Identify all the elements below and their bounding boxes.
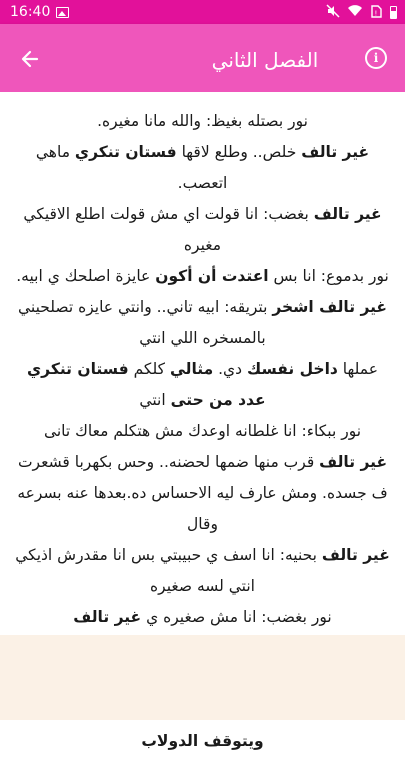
paragraph-text: انتي: [139, 391, 171, 409]
bold-text: غير تالف: [73, 608, 142, 626]
paragraph-text: عملها: [337, 360, 379, 378]
bold-text: مثالي: [169, 360, 214, 378]
image-notification-icon: [56, 7, 69, 18]
status-right: [326, 4, 397, 20]
paragraph-text: بغضب: انا قولت اي مش قولت اطلع الاقيكي مغيره: [23, 205, 314, 254]
story-paragraph: نور بدموع: انا بس اعتدت أن أكون عايزة اصلحك ي ابيه.: [16, 267, 389, 285]
wifi-icon: [348, 5, 362, 19]
bold-text: فستان تنكري: [74, 143, 177, 161]
paragraph-text: خلص.. وطلع لاقها: [176, 143, 302, 161]
paragraph-text: نور بدموع: انا بس: [268, 267, 389, 285]
story-paragraph: [14, 447, 391, 540]
paragraph-text: عايزة اصلحك ي ابيه: [21, 267, 156, 285]
no-sim-icon: [370, 5, 382, 20]
paragraph-text: نور بغضب: انا مش صغيره ي: [141, 608, 332, 626]
paragraph-text: كلكم: [128, 360, 170, 378]
story-paragraph: نور بصتله بغيظ: والله مانا مغيره.: [97, 112, 308, 130]
bold-text: فستان تنكري عدد من حتى: [26, 360, 266, 409]
story-paragraph: [14, 292, 391, 354]
mute-icon: [326, 4, 340, 20]
story-paragraph: [14, 540, 391, 602]
info-icon: i: [365, 47, 387, 69]
story-paragraph: [14, 199, 391, 261]
status-left: [10, 4, 69, 20]
back-button[interactable]: [12, 41, 48, 77]
bold-text: اعتدت أن أكون: [155, 267, 269, 285]
story-paragraph: [14, 416, 391, 447]
arrow-back-icon: [20, 49, 40, 69]
status-time: 16:40: [10, 4, 51, 20]
paragraph-text: بتريقه: ابيه تاني.. وانتي عايزه تصلحيني بالمسخره اللي انتي: [18, 298, 273, 347]
story-paragraph: [14, 354, 391, 416]
bold-text: غير تالف: [313, 205, 382, 223]
page-title: الفصل الثاني: [211, 48, 319, 72]
story-paragraph: [14, 602, 391, 633]
bold-text: غير تالف: [321, 546, 390, 564]
bold-text: غير تالف: [319, 453, 388, 471]
story-paragraph: [14, 726, 391, 757]
info-button[interactable]: [361, 43, 391, 73]
chapter-content[interactable]: [0, 92, 405, 750]
svg-text:!: !: [374, 9, 378, 17]
status-bar: [0, 0, 405, 24]
paragraph-text: قرب منها ضمها لحضنه.. وحس بكهربا قشعرت ف جسده. ومش عارف ليه الاحساس ده.بعدها عنه بسرعه وقال: [17, 453, 388, 533]
paragraph-text: ماهي اتعصب: [35, 143, 228, 192]
story-paragraph: غير تالف خلص.. وطلع لاقها فستان تنكري ماهي اتعصب.: [35, 143, 370, 192]
bold-text: ويتوقف الدولاب: [141, 732, 264, 750]
app-bar: [0, 24, 405, 92]
bold-text: غير تالف اشخر: [272, 298, 387, 316]
paragraph-text: نور ببكاء: انا غلطانه اوعدك مش هتكلم معاك تانى: [43, 422, 362, 440]
battery-icon: [390, 6, 397, 19]
bottom-panel: [0, 635, 405, 720]
bold-text: داخل نفسك: [247, 360, 338, 378]
bold-text: غير تالف: [301, 143, 370, 161]
paragraph-text: دي.: [213, 360, 248, 378]
paragraph-text: نور بصتله بغيظ: والله مانا مغيره: [102, 112, 308, 130]
paragraph-text: بحنيه: انا اسف ي حبيبتي بس انا مقدرش اذيكي انتي لسه صغيره: [15, 546, 322, 595]
